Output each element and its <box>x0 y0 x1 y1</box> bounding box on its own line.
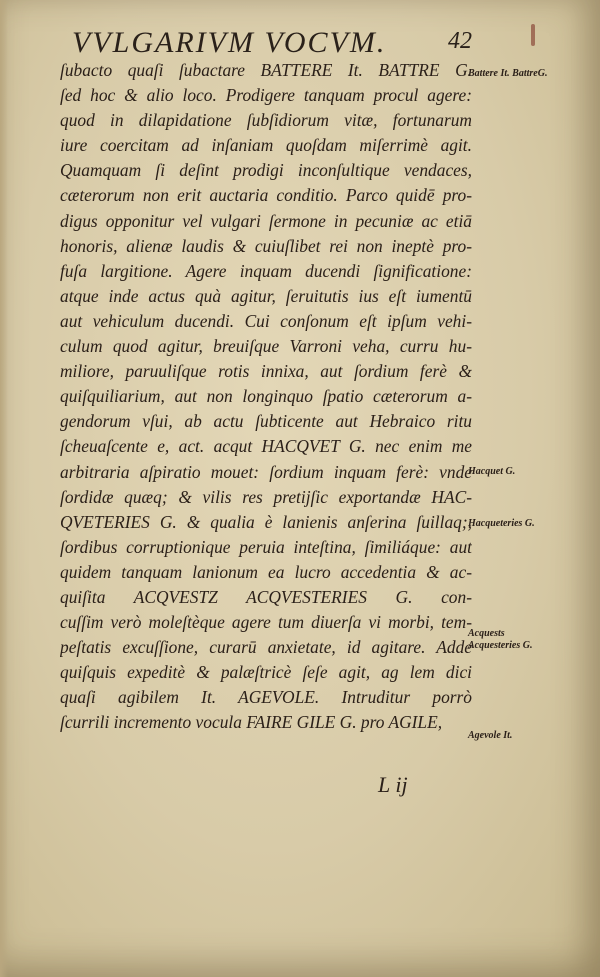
text-line: cæterorum non erit auctaria conditio. Parco quidē pro- <box>60 185 472 206</box>
text-line: ſed hoc & alio loco. Prodigere tanquam procul agere: <box>60 85 472 106</box>
text-line: miliore, paruuliſque rotis innixa, aut ſordium ferè & <box>60 361 472 382</box>
text-line: quiſquiliarium, aut non longinquo ſpatio cæterorum a- <box>60 386 472 407</box>
text-line: ſubacto quaſi ſubactare BATTERE It. BATTRE G. <box>60 60 472 80</box>
text-line: ſcurrili incremento vocula FAIRE GILE G. pro AGILE, <box>60 712 443 733</box>
text-line: peſtatis excuſſione, curarū anxietate, id agitare. Adde <box>60 637 472 658</box>
text-line: aut vehiculum ducendi. Cui conſonum eſt ipſum vehi- <box>60 310 472 331</box>
page-header <box>72 26 472 62</box>
text-line: digus opponitur vel vulgari ſermone in pecuniæ ac etiā <box>60 210 472 231</box>
text-line: culum quod agitur, breuiſque Varroni veha, curru hu- <box>60 336 472 357</box>
signature-mark: L ij <box>378 772 408 797</box>
text-line: honoris, alienæ laudis & cuiuſlibet rei non ineptè pro- <box>60 235 472 256</box>
margin-note: Agevole It. <box>468 730 513 741</box>
text-line: quod in dilapidatione ſubſidiorum vitæ, fortunarum <box>60 110 472 131</box>
body-text <box>60 58 472 736</box>
text-line: ſordidæ quæq; & vilis res pretijſic exportandæ HAC- <box>60 486 472 507</box>
text-line: quiſita ACQVESTZ ACQVESTERIES G. con- <box>60 586 472 607</box>
text-line: cuſſim verò moleſtèque agere tum diuerſa vi morbi, tem- <box>60 612 472 633</box>
running-title: VVLGARIVM VOCVM. <box>72 26 387 59</box>
ink-blot <box>531 24 535 46</box>
text-line: iure coercitam ad inſaniam quoſdam miſerrimè agit. <box>60 135 472 156</box>
margin-note: Acquests Acquesteries G. <box>468 628 533 651</box>
text-line: ſordibus corruptionique peruia inteſtina, ſimiliáque: aut <box>60 536 472 557</box>
text-line: quidem tanquam lanionum ea lucro accedentia & ac- <box>60 561 472 582</box>
margin-note: Hacquet G. <box>468 466 516 477</box>
text-line: quaſi agibilem It. AGEVOLE. Intruditur porrò <box>60 687 472 708</box>
page-number: 42 <box>448 28 472 54</box>
text-line: arbitraria aſpiratio mouet: ſordium inquam ferè: vnde <box>60 461 472 482</box>
page-gutter-shadow <box>0 0 8 977</box>
text-line: quiſquis expeditè & palæſtricè ſeſe agit, ag lem dici <box>60 662 472 683</box>
text-line: QVETERIES G. & qualia è lanienis anſerina ſuillaq;, <box>60 511 472 532</box>
text-line: Quamquam ſi deſint prodigi inconſultique vendaces, <box>60 160 472 181</box>
text-line: gendorum vſui, ab actu ſubticente aut Hebraico ritu <box>60 411 472 432</box>
text-line: ſcheuaſcente e, act. acqut HACQVET G. nec enim me <box>60 436 472 457</box>
text-line: atque inde actus quà agitur, ſeruitutis ius eſt iumentū <box>60 285 472 306</box>
text-line: fuſa largitione. Agere inquam ducendi ſignificatione: <box>60 260 472 281</box>
margin-note: Battere It. BattreG. <box>468 68 548 79</box>
margin-note: Hacqueteries G. <box>468 518 535 529</box>
